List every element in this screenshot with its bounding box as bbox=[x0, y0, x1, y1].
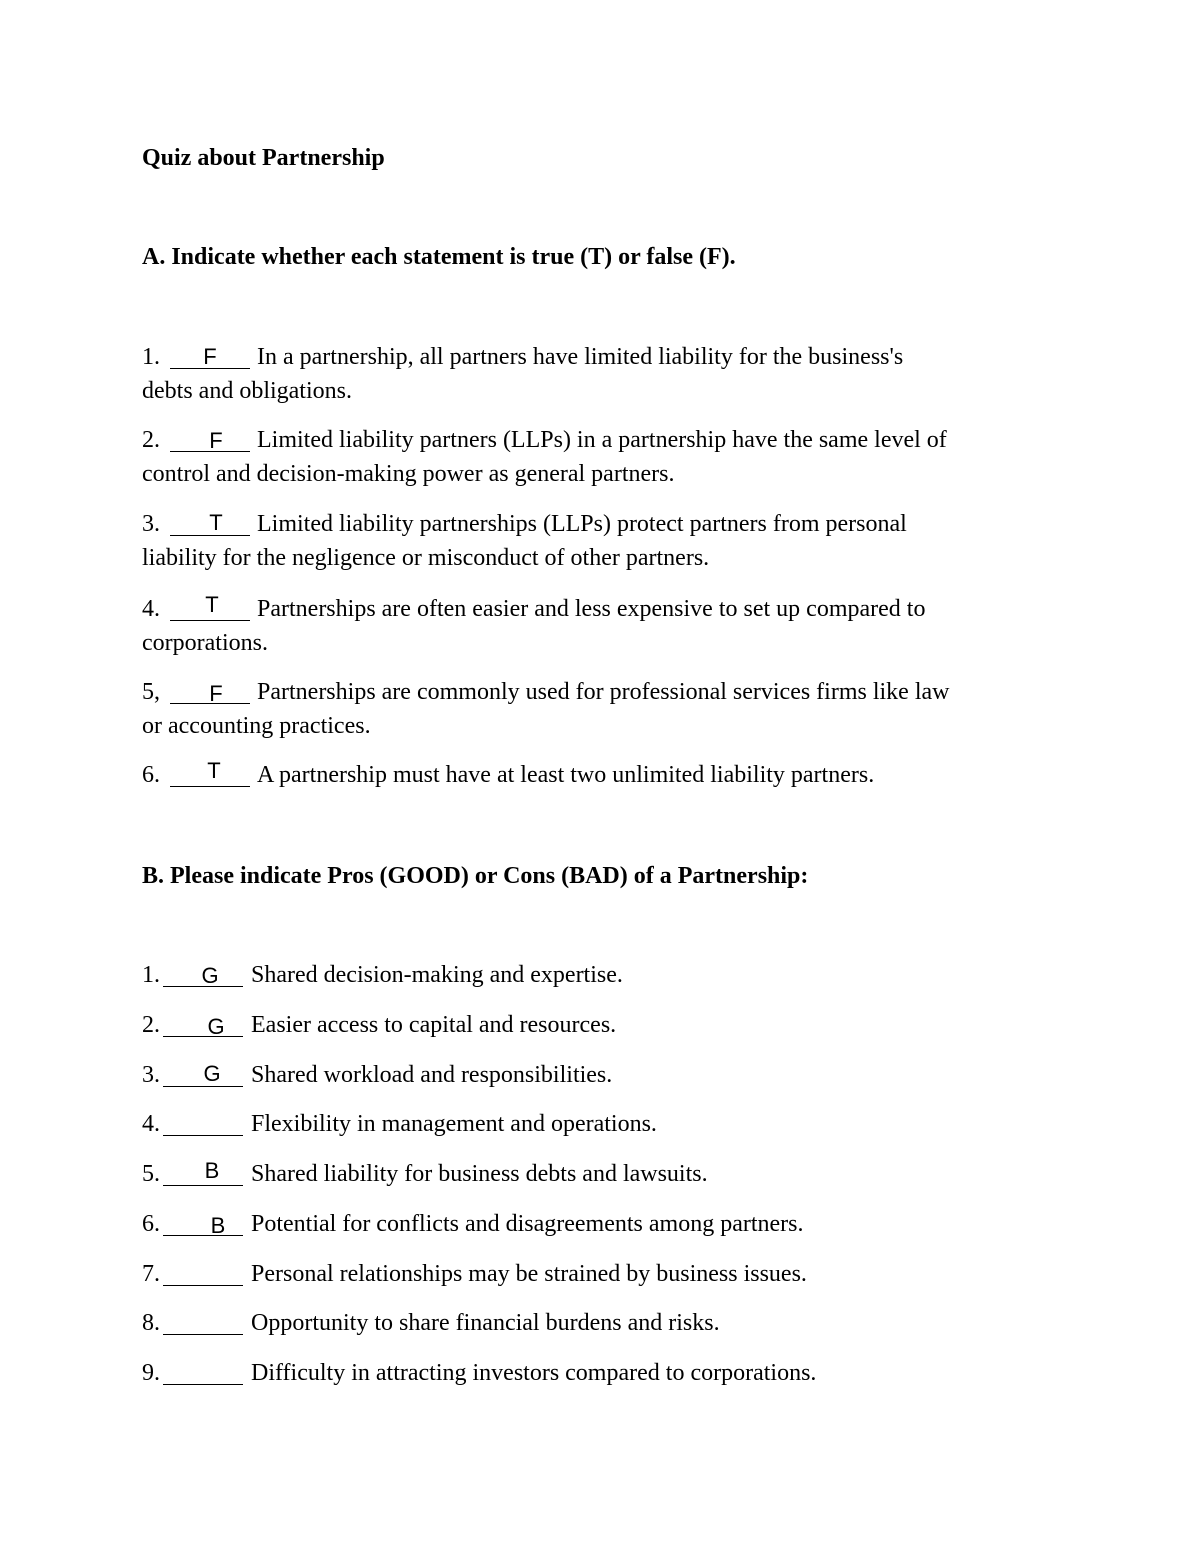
answer-blank[interactable] bbox=[170, 535, 250, 536]
item-number: 5, bbox=[142, 679, 160, 705]
answer-value: F bbox=[203, 344, 217, 369]
item-text: A partnership must have at least two unlimited liability partners. bbox=[257, 762, 875, 788]
item-text: In a partnership, all partners have limited liability for the business's bbox=[257, 344, 904, 370]
answer-blank[interactable] bbox=[170, 620, 250, 621]
item-number: 1. bbox=[142, 962, 160, 988]
item-number: 8. bbox=[142, 1310, 160, 1336]
answer-value: G bbox=[207, 1014, 225, 1039]
item-text: Shared decision-making and expertise. bbox=[251, 962, 623, 988]
item-number: 2. bbox=[142, 427, 160, 453]
answer-blank[interactable] bbox=[163, 1185, 243, 1186]
item-text-continued: control and decision-making power as general partners. bbox=[142, 461, 675, 487]
item-number: 5. bbox=[142, 1161, 160, 1187]
answer-blank[interactable] bbox=[163, 1135, 243, 1136]
item-number: 7. bbox=[142, 1261, 160, 1287]
item-text: Shared workload and responsibilities. bbox=[251, 1062, 613, 1088]
section-a-heading: A. Indicate whether each statement is true (T) or false (F). bbox=[142, 244, 736, 270]
item-text: Personal relationships may be strained by business issues. bbox=[251, 1261, 807, 1287]
item-number: 4. bbox=[142, 1111, 160, 1137]
answer-blank[interactable] bbox=[170, 786, 250, 787]
answer-value: B bbox=[204, 1158, 220, 1183]
item-text-continued: or accounting practices. bbox=[142, 713, 371, 739]
item-text-continued: liability for the negligence or misconduct of other partners. bbox=[142, 545, 710, 571]
answer-value: B bbox=[210, 1213, 226, 1238]
answer-value: G bbox=[201, 963, 219, 988]
item-text: Limited liability partnerships (LLPs) protect partners from personal bbox=[257, 511, 907, 537]
answer-blank[interactable] bbox=[163, 1384, 243, 1385]
item-number: 4. bbox=[142, 596, 160, 622]
answer-value: T bbox=[207, 758, 221, 783]
answer-value: T bbox=[209, 510, 223, 535]
answer-value: G bbox=[203, 1061, 221, 1086]
item-number: 3. bbox=[142, 1062, 160, 1088]
item-text-continued: corporations. bbox=[142, 630, 268, 656]
item-text: Limited liability partners (LLPs) in a partnership have the same level of bbox=[257, 427, 947, 453]
answer-blank[interactable] bbox=[163, 1334, 243, 1335]
answer-blank[interactable] bbox=[163, 1285, 243, 1286]
item-number: 6. bbox=[142, 762, 160, 788]
answer-value: F bbox=[209, 681, 223, 706]
item-text: Potential for conflicts and disagreements among partners. bbox=[251, 1211, 804, 1237]
item-text: Flexibility in management and operations. bbox=[251, 1111, 657, 1137]
item-text: Opportunity to share financial burdens and risks. bbox=[251, 1310, 720, 1336]
item-text: Partnerships are commonly used for professional services firms like law bbox=[257, 679, 950, 705]
item-number: 1. bbox=[142, 344, 160, 370]
item-number: 3. bbox=[142, 511, 160, 537]
section-b-heading: B. Please indicate Pros (GOOD) or Cons (BAD) of a Partnership: bbox=[142, 863, 809, 889]
item-text: Partnerships are often easier and less expensive to set up compared to bbox=[257, 596, 926, 622]
answer-value: T bbox=[205, 592, 219, 617]
answer-value: F bbox=[209, 428, 223, 453]
item-text-continued: debts and obligations. bbox=[142, 378, 352, 404]
item-text: Difficulty in attracting investors compared to corporations. bbox=[251, 1360, 817, 1386]
item-text: Shared liability for business debts and lawsuits. bbox=[251, 1161, 708, 1187]
item-number: 9. bbox=[142, 1360, 160, 1386]
page-title: Quiz about Partnership bbox=[142, 145, 385, 171]
item-number: 6. bbox=[142, 1211, 160, 1237]
item-text: Easier access to capital and resources. bbox=[251, 1012, 617, 1038]
item-number: 2. bbox=[142, 1012, 160, 1038]
answer-blank[interactable] bbox=[163, 1086, 243, 1087]
